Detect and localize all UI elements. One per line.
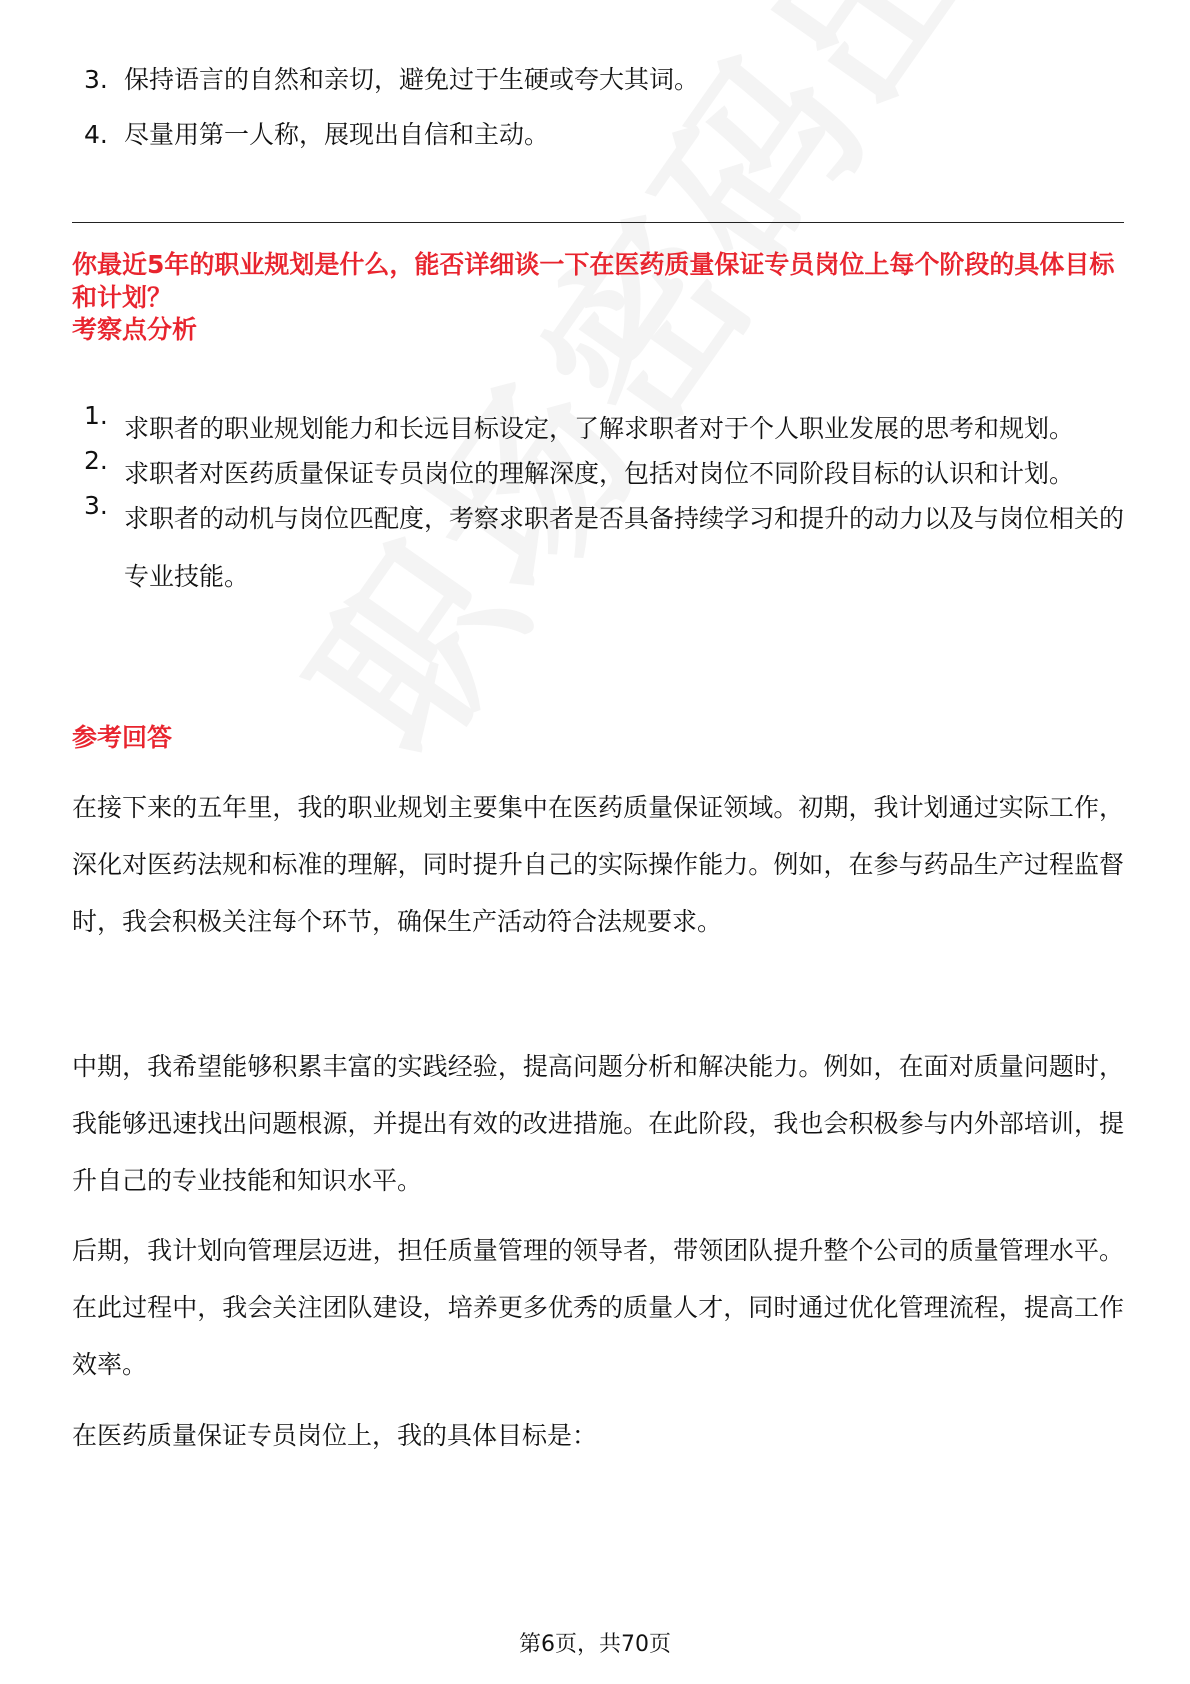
list-text: 求职者的职业规划能力和长远目标设定，了解求职者对于个人职业发展的思考和规划。 [124,414,1075,443]
list-number: 3. [84,491,108,520]
list-number: 4. [84,120,108,149]
list-text: 保持语言的自然和亲切，避免过于生硬或夸大其词。 [124,65,700,94]
list-item [84,64,1084,95]
list-text: 求职者对医药质量保证专员岗位的理解深度，包括对岗位不同阶段目标的认识和计划。 [124,459,1075,488]
list-text: 求职者的动机与岗位匹配度，考察求职者是否具备持续学习和提升的动力以及与岗位相关的专业技能。 [124,504,1125,591]
list-item [84,490,1124,606]
interview-question: 你最近5年的职业规划是什么，能否详细谈一下在医药质量保证专员岗位上每个阶段的具体目标和计划？ [72,250,1115,312]
answer-paragraph: 后期，我计划向管理层迈进，担任质量管理的领导者，带领团队提升整个公司的质量管理水平。在此过程中，我会关注团队建设，培养更多优秀的质量人才，同时通过优化管理流程，提高工作效率。 [72,1236,1124,1379]
section-divider [72,222,1124,223]
list-item [84,119,1084,150]
tips-list [84,64,1084,174]
answer-paragraph: 在医药质量保证专员岗位上，我的具体目标是： [72,1421,598,1450]
page-number: 第6页，共70页 [519,1632,671,1657]
list-number: 1. [84,401,108,430]
answer-paragraph: 在接下来的五年里，我的职业规划主要集中在医药质量保证领域。初期，我计划通过实际工作，深化对医药法规和标准的理解，同时提升自己的实际操作能力。例如，在参与药品生产过程监督时，我会积极关注每个环节，确保生产活动符合法规要求。 [72,793,1124,936]
analysis-heading: 考察点分析 [72,315,198,344]
list-number: 2. [84,446,108,475]
answer-heading: 参考回答 [72,723,173,752]
list-number: 3. [84,65,108,94]
analysis-list [84,401,1125,606]
list-text: 尽量用第一人称，展现出自信和主动。 [124,120,550,149]
answer-paragraph: 中期，我希望能够积累丰富的实践经验，提高问题分析和解决能力。例如，在面对质量问题时，我能够迅速找出问题根源，并提出有效的改进措施。在此阶段，我也会积极参与内外部培训，提升自己的专业技能和知识水平。 [72,1052,1124,1195]
